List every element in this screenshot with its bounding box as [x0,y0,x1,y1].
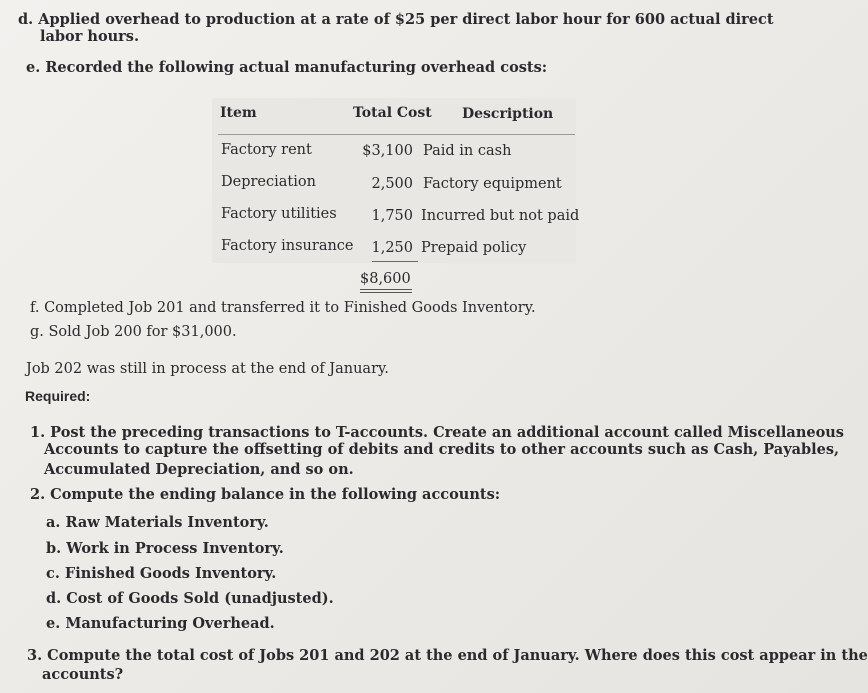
row-description: Incurred but not paid [421,208,580,224]
header-total-cost: Total Cost [353,105,432,121]
required-heading: Required: [25,388,91,404]
account-item: d. Cost of Goods Sold (unadjusted). [46,590,334,607]
table-total: $8,600 [360,271,411,287]
row-cost: 1,750 [371,208,413,224]
req1-line3: Accumulated Depreciation, and so on. [44,461,354,478]
item-d-line2: labor hours. [40,28,140,45]
req1-line2: Accounts to capture the offsetting of debits and credits to other accounts such as Cash, Payables, [44,441,840,458]
account-item: b. Work in Process Inventory. [46,540,284,557]
req3-line1: 3. Compute the total cost of Jobs 201 and 202 at the end of January. Where does this cost appear in the [27,647,868,664]
job-202-note: Job 202 was still in process at the end of January. [26,361,389,377]
req1-line1: 1. Post the preceding transactions to T-accounts. Create an additional account called Miscellaneous [30,424,844,441]
row-cost: 2,500 [371,176,413,192]
item-f-text: f. Completed Job 201 and transferred it to Finished Goods Inventory. [30,300,536,316]
account-item: a. Raw Materials Inventory. [46,514,269,531]
header-description: Description [462,106,554,122]
row-item: Factory insurance [221,238,354,254]
req2-text: 2. Compute the ending balance in the following accounts: [30,486,501,503]
row-cost: $3,100 [362,143,413,159]
item-e-text: e. Recorded the following actual manufacturing overhead costs: [26,59,548,76]
item-d-line1: d. Applied overhead to production at a rate of $25 per direct labor hour for 600 actual direct [18,11,774,28]
row-item: Depreciation [221,174,316,190]
row-description: Prepaid policy [421,240,527,256]
row-cost: 1,250 [371,240,413,256]
row-item: Factory utilities [221,206,337,222]
header-rule [218,134,575,135]
account-item: e. Manufacturing Overhead. [46,615,275,632]
subtotal-rule [372,261,418,262]
req3-line2: accounts? [42,666,124,683]
item-g-text: g. Sold Job 200 for $31,000. [30,324,237,340]
total-double-rule [360,289,412,293]
header-item: Item [220,105,257,121]
account-item: c. Finished Goods Inventory. [46,565,277,582]
row-description: Paid in cash [423,143,512,159]
row-item: Factory rent [221,142,312,158]
row-description: Factory equipment [423,176,562,192]
